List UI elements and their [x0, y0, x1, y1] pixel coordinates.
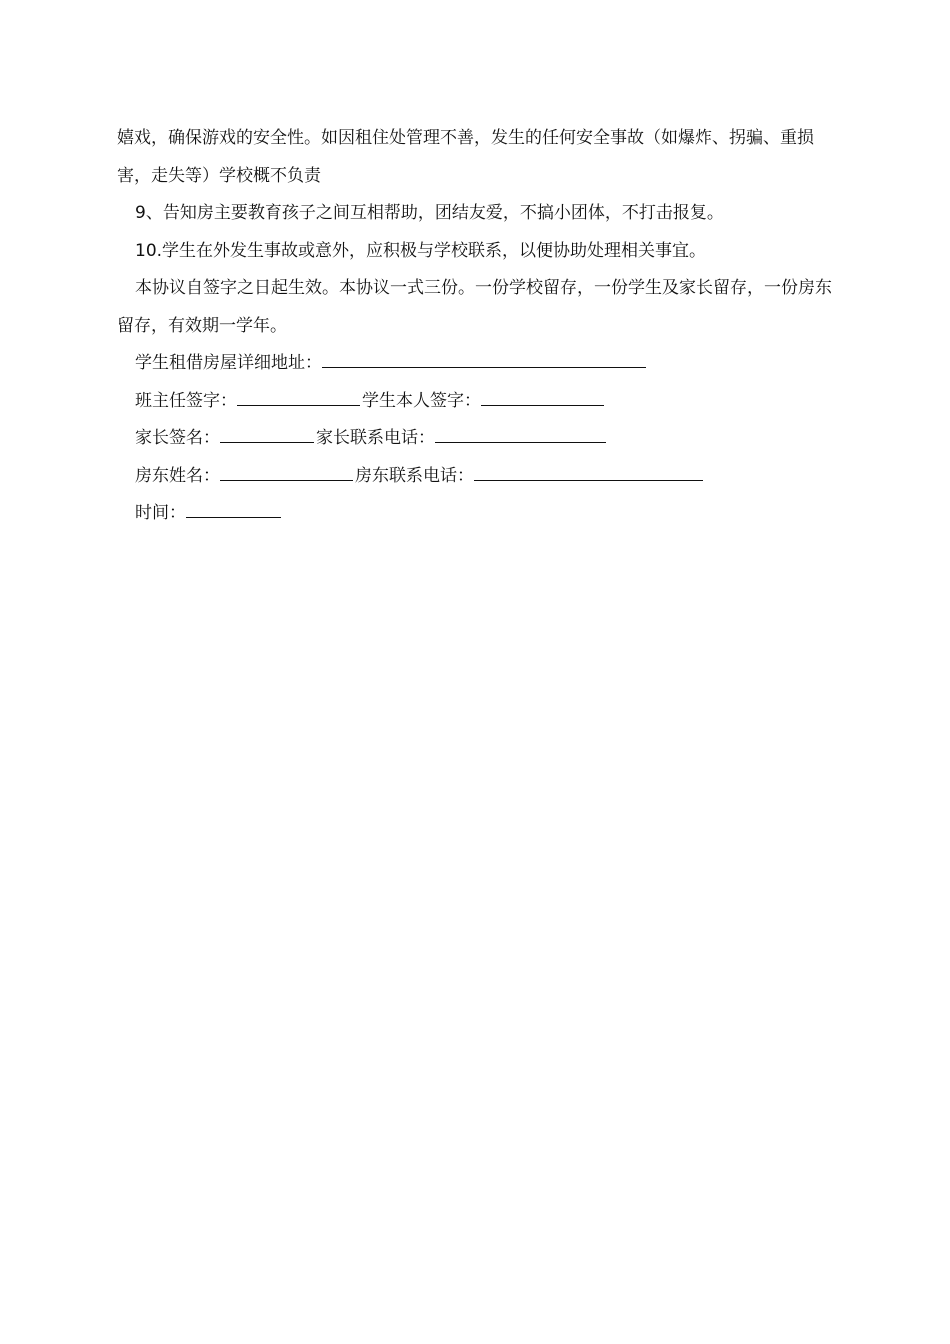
landlord-phone-blank[interactable] [474, 458, 703, 481]
paragraph-item-10: 10.学生在外发生事故或意外，应积极与学校联系，以便协助处理相关事宜。 [135, 240, 707, 261]
signature-row-landlord [117, 458, 847, 496]
parent-sign-blank[interactable] [220, 420, 314, 443]
address-label: 学生租借房屋详细地址： [135, 353, 322, 373]
date-row [117, 495, 847, 533]
paragraph-item-9: 9、告知房主要教育孩子之间互相帮助，团结友爱，不搞小团体，不打击报复。 [135, 203, 724, 223]
student-sign-label: 学生本人签字： [362, 390, 481, 411]
address-field-row [117, 345, 847, 383]
student-sign-blank[interactable] [481, 383, 604, 406]
paragraph-safety-liability: 嬉戏，确保游戏的安全性。如因租住处管理不善，发生的任何安全事故（如爆炸、拐骗、重损害，走失等）学校概不负责 [117, 128, 814, 186]
paragraph-effective-terms: 本协议自签字之日起生效。本协议一式三份。一份学校留存，一份学生及家长留存，一份房东留存，有效期一学年。 [117, 278, 832, 336]
date-label: 时间： [135, 503, 186, 523]
parent-phone-label: 家长联系电话： [316, 428, 435, 448]
parent-phone-blank[interactable] [435, 420, 606, 443]
address-blank[interactable] [322, 345, 646, 368]
landlord-name-label: 房东姓名： [135, 465, 220, 486]
signature-row-teacher-student [117, 383, 847, 421]
signature-row-parent [117, 420, 847, 458]
parent-sign-label: 家长签名： [135, 428, 220, 448]
teacher-sign-blank[interactable] [237, 383, 360, 406]
document-body [117, 120, 847, 533]
teacher-sign-label: 班主任签字： [135, 390, 237, 411]
landlord-phone-label: 房东联系电话： [355, 465, 474, 486]
date-blank[interactable] [186, 495, 281, 518]
landlord-name-blank[interactable] [220, 458, 353, 481]
